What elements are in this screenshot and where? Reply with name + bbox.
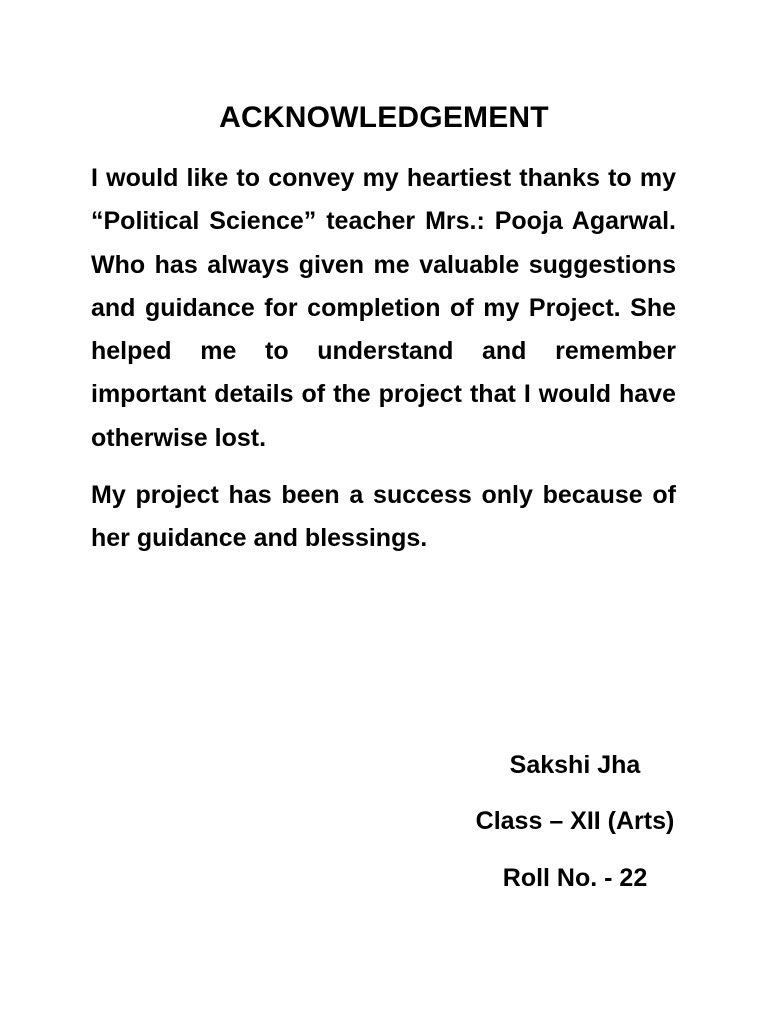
signature-class: Class – XII (Arts): [475, 807, 675, 835]
acknowledgement-paragraph-1: I would like to convey my heartiest thanks to my “Political Science” teacher Mrs.: Pooja Agarwal. Who has always given me valuable suggestions and guidance for completion of my Project. She helped me to understand and remember important details of the project that I would have otherwise lost.: [91, 164, 676, 452]
signature-name: Sakshi Jha: [509, 751, 641, 779]
page-title: ACKNOWLEDGEMENT: [219, 101, 549, 134]
signature-roll-number: Roll No. - 22: [502, 864, 648, 892]
acknowledgement-paragraph-2: My project has been a success only because of her guidance and blessings.: [91, 481, 676, 553]
